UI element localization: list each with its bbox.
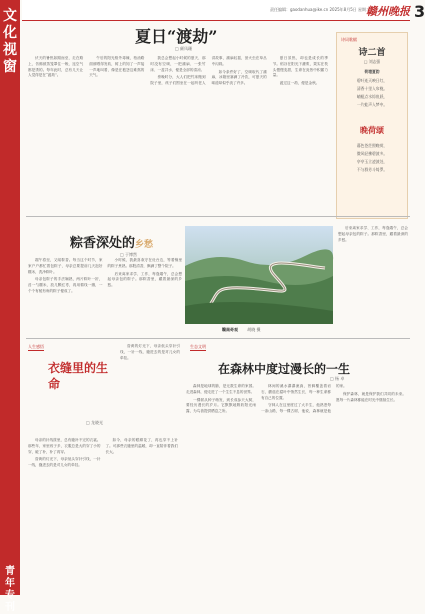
article-body: 母亲的针线筐里，总有缝补不完的衣裳。那些年，家里孩子多，衣服总是大的穿了小的穿，破了补，补了再穿。 昏黄的灯光下，母亲低头穿针引线，一针一线，缝进去的是对儿女的牵挂。 如今，母亲的眼睛花了，再也穿不上针了。可那些衣缝里的温暖，却一直陪伴着我们长大。 — [28, 438, 178, 468]
landscape-photo — [185, 226, 333, 324]
article-title: 粽香深处的乡愁 — [70, 236, 154, 251]
poem-title: 诗二首 — [358, 48, 386, 58]
poem-line: 亭亭玉立凌波处， — [356, 159, 388, 164]
article-body-continued: 后来离家求学、工作，每逢端午，总会想起母亲包的粽子。那粽香里，藏着最深的乡愁。 — [338, 226, 408, 242]
article-byline: □ 杨 卓 — [330, 376, 345, 381]
article-body-continued: 昏黄的灯光下，母亲低头穿针引线，一针一线，缝进去的是对儿女的牵挂。 — [120, 344, 180, 360]
poem-line: 荷塘夏韵 — [364, 69, 380, 74]
article-title-vertical: 衣缝里的生命 — [48, 361, 109, 391]
article-byline: □ 龙晓光 — [86, 420, 104, 425]
poem-line: 碧叶连天映日红， — [356, 78, 388, 83]
poem-line: 不与群芳斗绮罗。 — [356, 167, 388, 172]
section-sidebar — [0, 0, 20, 613]
header-meta: 责任编辑：gaodanhua@ike.cn 2025年8月5日 星期二 — [270, 7, 371, 12]
page-header — [22, 0, 425, 21]
poem-line: 暮色苍茫照晚荷， — [356, 143, 388, 148]
article-tag: 人生感悟 — [28, 344, 44, 349]
photo-caption: 赣南奇观 胡晓 摄 — [222, 327, 261, 332]
poem-line: 一片蛙声入梦中。 — [356, 102, 388, 107]
poem-title-2: 晚荷颂 — [360, 125, 384, 135]
poem-line: 蜻蜓点水惊鱼跃， — [356, 94, 388, 99]
article-title: 在森林中度过漫长的一生 — [218, 362, 351, 376]
article-body: 森林是地球的肺，是无数生命的家园。走进森林，便走进了一个生生不息的世界。 一棵树从种子萌发，到长成参天大树，要经历漫长的岁月。它默默地吸收阳光雨露，为鸟兽提供栖息之所。 林间的溪水潺潺流淌，苔藓覆盖着岩石，蘑菇在腐叶中悄然生长，每一种生命都有自己的位置。 守林人在这里度过了大半生，他熟悉每一条山路，每一棵古树，他说，森林就是他的家。 保护森林，就是保护我们共同的未来。愿每一片森林都能在时光中继续生长。 — [186, 384, 406, 414]
article-byline: □ 于博然 — [120, 252, 138, 257]
poem-line: 清香十里入帘栊。 — [356, 86, 388, 91]
poem-box — [336, 32, 408, 219]
article-title: 夏日“渡劫” — [135, 27, 218, 46]
poem-author: □ 刘志强 — [363, 59, 381, 64]
article-body: 端午将至，又闻粽香。每当这个时节，家家户户都忙着包粽子，母亲总要提前几天泡好糯米，洗净粽叶。 母亲包粽子的手法娴熟，两片粽叶一折，舀一勺糯米，放几颗红枣，再用棉线一缠，一个个有棱有角的粽子便成了。 小时候，我最喜欢守在灶台边，等着锅里的粽子煮熟。那股清香，飘满了整个院子。 后来离家求学、工作，每逢端午，总会想起母亲包的粽子。那粽香里，藏着最深的乡愁。 — [28, 258, 182, 293]
article-byline: □ 颜凤珊 — [175, 46, 193, 51]
poem-line: 微风轻拂碧波多。 — [356, 151, 388, 156]
article-body: 伏天的暑热如期而至，走在路上，仿佛被蒸笼罩住一般，连空气都是烫的。每年此时，总有几天让人觉得是在“渡劫”。 午后的阳光格外毒辣，柏油路面被晒得发软，树上的知了一声接一声地叫着，像是在抱怨这难熬的天气。 我总会想起小时候的夏天，那时没有空调，一把蒲扇、一张竹床、一盆井水，便是全部的清凉。 傍晚时分，大人们把竹床搬到院子里，孩子们围坐在一起听老人讲故事，蒲扇轻摇，萤火虫在草丛中闪烁。 如今条件好了，空调取代了蒲扇，冰箱里塞满了冷饮，可夏天的味道却似乎淡了许多。 夏日虽热，却也是成长的季节。稻谷在阳光下灌浆，果实在枝头慢慢变甜，生命在炎热中积蓄力量。 渡过这一劫，便是金秋。 — [28, 56, 328, 86]
poem-tag: 诗词歌赋 — [341, 37, 357, 42]
divider — [26, 216, 410, 217]
page-number: 3 — [414, 2, 425, 21]
newspaper-logo: 赣州晚报 — [366, 5, 410, 18]
mountain-road-image — [185, 226, 333, 324]
divider — [26, 338, 410, 339]
section-subtitle: 青 年 专 刊 — [5, 566, 15, 613]
section-title: 文 化 视 窗 — [3, 8, 17, 75]
article-tag: 生态文明 — [190, 344, 206, 349]
